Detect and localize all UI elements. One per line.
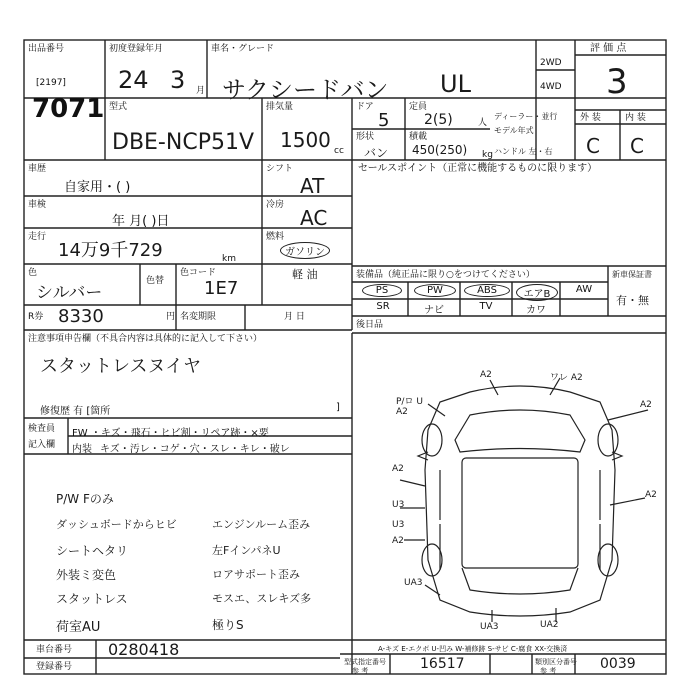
int-grade: C xyxy=(630,134,644,158)
ac-label: 冷房 xyxy=(266,200,285,210)
check-row-2-head: 内装 xyxy=(72,444,92,455)
door-label: ドア xyxy=(356,102,374,112)
name-label: 車名・グレード xyxy=(211,44,275,54)
notes-value: スタットレスヌイヤ xyxy=(40,356,202,377)
class-value: 0039 xyxy=(600,656,636,672)
damage-mark: ワレ A2 xyxy=(550,373,583,383)
type-value: 16517 xyxy=(420,656,465,672)
inspector-note: エンジンルーム歪み xyxy=(212,518,311,531)
score: 3 xyxy=(606,62,628,102)
check-row-2: キズ・汚レ・コゲ・穴・スレ・キレ・破レ xyxy=(100,444,290,455)
damage-mark: UA2 xyxy=(540,620,559,630)
damage-mark: U3 xyxy=(392,520,405,530)
damage-mark: A2 xyxy=(480,370,492,380)
equip-tv: TV xyxy=(479,301,493,312)
fuel-label: 燃料 xyxy=(266,232,285,242)
type-label: 型式指定番号 xyxy=(344,658,386,666)
shift-label: シフト xyxy=(266,164,294,174)
inspector-note: 左FインパネU xyxy=(212,544,281,557)
check-label-1: 検査員 xyxy=(28,424,56,434)
inspector-note: シートヘタリ xyxy=(56,544,129,558)
reg-no-label: 登録番号 xyxy=(36,662,73,672)
repair-label: 修復歴 有 [箇所 xyxy=(40,406,111,417)
inspect-label: 車検 xyxy=(28,200,47,210)
after-label: 後日品 xyxy=(356,320,384,330)
inspector-note: 外装ミ変色 xyxy=(56,568,117,582)
drive-2wd: 2WD xyxy=(540,58,562,68)
check-label-2: 記入欄 xyxy=(28,440,56,450)
int-label: 内 装 xyxy=(625,113,646,123)
inspector-note: P/W Fのみ xyxy=(56,492,114,506)
equip-pw: PW xyxy=(414,284,456,297)
model: DBE-NCP51V xyxy=(112,130,255,155)
capacity: 2(5) xyxy=(424,112,453,128)
damage-mark: A2 xyxy=(392,536,404,546)
kg-unit: kg xyxy=(482,150,493,160)
doors: 5 xyxy=(378,110,390,131)
model-year: モデル年式 xyxy=(494,126,534,135)
ext-grade: C xyxy=(586,134,600,158)
mileage-value: 14万9千729 xyxy=(58,240,163,261)
period-value: 月 日 xyxy=(284,312,305,322)
inspector-note: 極りS xyxy=(212,618,244,632)
chassis-label: 車台番号 xyxy=(36,645,73,655)
load: 450(250) xyxy=(412,143,468,157)
damage-mark: UA3 xyxy=(480,622,499,632)
damage-legend: A-キズ E-エクボ U-凹み W-補修跡 S-サビ C-腐食 XX-交換済 xyxy=(378,645,568,653)
damage-mark: A2 xyxy=(645,490,657,500)
load-label: 積載 xyxy=(409,132,428,142)
fuel-petrol: ガソリン xyxy=(280,242,330,259)
recycle-label: R券 xyxy=(28,312,44,322)
cc-unit: cc xyxy=(334,146,344,156)
color-change: 色替 xyxy=(146,276,165,286)
inspect-value: 年 月( )日 xyxy=(112,214,170,229)
history-label: 車歴 xyxy=(28,164,47,174)
damage-mark: UA3 xyxy=(404,578,423,588)
repair-end: ] xyxy=(336,402,340,413)
chassis-value: 0280418 xyxy=(108,640,180,659)
damage-mark: A2 xyxy=(640,400,652,410)
check-row-1: FW ・キズ・飛石・ヒビ割・リペア跡・×要 xyxy=(72,428,269,439)
reg-label: 初度登録年月 xyxy=(109,44,164,54)
handle: ハンドル 左・右 xyxy=(494,147,553,156)
damage-mark: P/ロ U A2 xyxy=(396,397,423,417)
ref-1: 参 考 xyxy=(352,667,369,675)
equip-sr: SR xyxy=(376,301,390,312)
sales-label: セールスポイント（正常に機能するものに限ります） xyxy=(358,163,598,174)
grade: UL xyxy=(440,70,471,98)
color-code: 1E7 xyxy=(204,278,239,299)
score-label: 評 価 点 xyxy=(590,43,627,54)
damage-mark: A2 xyxy=(392,464,404,474)
equip-aw: AW xyxy=(575,284,593,295)
color-label: 色 xyxy=(28,268,38,278)
lot-sub: [2197] xyxy=(36,78,66,88)
yen-unit: 円 xyxy=(166,312,176,322)
inspector-note: モスエ、スレキズ多 xyxy=(212,592,312,605)
notes-label: 注意事項申告欄（不具合内容は具体的に記入して下さい） xyxy=(28,334,263,344)
equip-ps: PS xyxy=(362,284,402,297)
equip-airbag: エアB xyxy=(516,284,558,301)
inspector-note: ダッシュボードからヒビ xyxy=(56,518,177,531)
reg-year: 24 xyxy=(118,66,149,94)
displacement: 1500 xyxy=(280,128,331,152)
ac-value: AC xyxy=(300,206,328,230)
damage-mark: U3 xyxy=(392,500,405,510)
fuel-diesel: 軽 油 xyxy=(292,268,318,281)
inspector-note: 荷室AU xyxy=(56,620,101,635)
ext-label: 外 装 xyxy=(580,113,601,123)
capacity-label: 定員 xyxy=(409,102,428,112)
capacity-unit: 人 xyxy=(478,118,488,128)
lot-label: 出品番号 xyxy=(28,44,65,54)
warranty-value: 有・無 xyxy=(616,294,649,307)
dealer: ディーラー・並行 xyxy=(494,112,558,121)
class-label: 類別区分番号 xyxy=(535,658,577,666)
color-code-label: 色コード xyxy=(180,268,217,278)
lot-number: 7071 xyxy=(32,94,105,124)
equip-navi: ナビ xyxy=(424,305,444,316)
shape: バン xyxy=(364,146,389,160)
equip-leather: カワ xyxy=(526,305,546,316)
reg-unit: 月 xyxy=(196,86,206,96)
warranty-label: 新車保証書 xyxy=(612,270,652,279)
model-label: 型式 xyxy=(109,102,128,112)
inspector-note: スタットレス xyxy=(56,592,128,606)
drive-4wd: 4WD xyxy=(540,82,562,92)
equip-label: 装備品（純正品に限り○をつけてください） xyxy=(356,270,535,280)
mileage-unit: km xyxy=(222,254,236,264)
inspector-note: ロアサポート歪み xyxy=(212,568,300,581)
period-label: 名変期限 xyxy=(180,312,217,322)
history-value: 自家用・( ) xyxy=(64,180,131,195)
equip-abs: ABS xyxy=(464,284,510,297)
shape-label: 形状 xyxy=(356,132,375,142)
disp-label: 排気量 xyxy=(266,102,294,112)
color-value: シルバー xyxy=(36,283,103,303)
ref-2: 参 考 xyxy=(540,667,557,675)
shift-value: AT xyxy=(300,174,325,198)
car-name: サクシードバン xyxy=(222,76,389,104)
mileage-label: 走行 xyxy=(28,232,47,242)
reg-month: 3 xyxy=(170,66,186,94)
recycle-value: 8330 xyxy=(58,306,104,327)
